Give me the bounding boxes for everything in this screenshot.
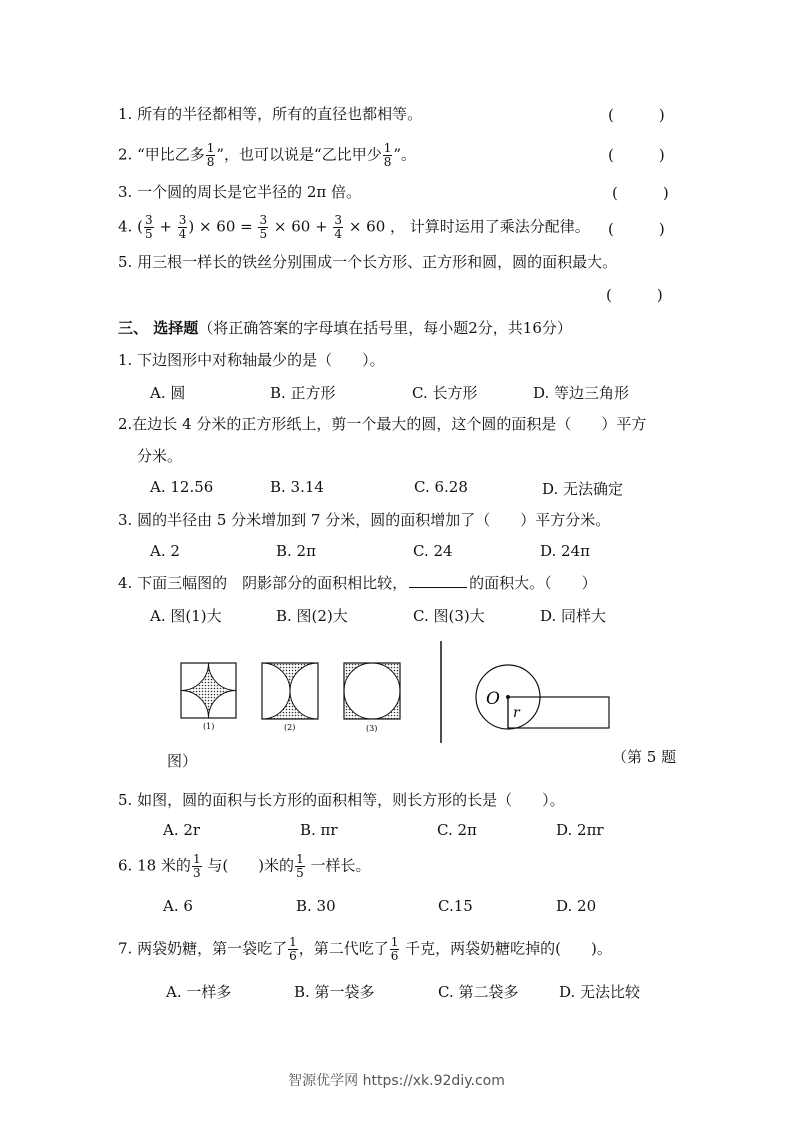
judge-q2-answer[interactable]: ( ) bbox=[608, 146, 665, 164]
figure-3 bbox=[344, 663, 400, 719]
choice-q1-option-b[interactable]: B. 正方形 bbox=[270, 384, 336, 402]
choice-q5-option-a[interactable]: A. 2r bbox=[163, 821, 201, 839]
figure-5-caption-cont: 图） bbox=[167, 752, 198, 770]
fraction: $\frac{1}{3}$ bbox=[192, 852, 201, 880]
choice-q3-option-c[interactable]: C. 24 bbox=[413, 542, 453, 560]
choice-q3-option-a[interactable]: A. 2 bbox=[150, 542, 180, 560]
figure-2-label: (2) bbox=[284, 723, 296, 732]
choice-q4-option-d[interactable]: D. 同样大 bbox=[540, 607, 607, 625]
choice-q7: 7. 两袋奶糖，第一袋吃了 $\frac{1}{6}$ ，第二代吃了 $\frac{1}{6}$ 千克，两袋奶糖吃掉的( )。 bbox=[118, 935, 612, 963]
choice-q7-option-b[interactable]: B. 第一袋多 bbox=[294, 983, 375, 1001]
choice-q2: 2.在边长 4 分米的正方形纸上，剪一个最大的圆，这个圆的面积是（ ）平方 bbox=[118, 415, 647, 433]
choice-q5-option-b[interactable]: B. πr bbox=[300, 821, 338, 839]
fraction: $\frac{1}{8}$ bbox=[383, 141, 392, 169]
fraction: $\frac{3}{5}$ bbox=[144, 213, 153, 241]
judge-q4-answer[interactable]: ( ) bbox=[608, 220, 665, 238]
choice-q5: 5. 如图，圆的面积与长方形的面积相等，则长方形的长是（ ）。 bbox=[118, 791, 565, 809]
choice-q4: 4. 下面三幅图的 阴影部分的面积相比较， 的面积大。（ ） bbox=[118, 574, 597, 592]
choice-q3-option-d[interactable]: D. 24π bbox=[540, 542, 590, 560]
choice-q6-option-b[interactable]: B. 30 bbox=[296, 897, 336, 915]
footer-watermark: 智源优学网 https://xk.92diy.com bbox=[288, 1073, 505, 1089]
choice-q7-option-a[interactable]: A. 一样多 bbox=[166, 983, 232, 1001]
judge-q3: 3. 一个圆的周长是它半径的 2π 倍。 bbox=[118, 183, 362, 201]
fraction: $\frac{1}{6}$ bbox=[390, 935, 399, 963]
section-heading: 三、 选择题（将正确答案的字母填在括号里，每小题2分，共16分） bbox=[118, 319, 572, 337]
figure-1-label: (1) bbox=[203, 722, 215, 731]
choice-q2-option-d[interactable]: D. 无法确定 bbox=[542, 480, 624, 498]
choice-q4-option-a[interactable]: A. 图(1)大 bbox=[150, 607, 222, 625]
choice-q3-option-b[interactable]: B. 2π bbox=[276, 542, 316, 560]
choice-q6-option-a[interactable]: A. 6 bbox=[163, 897, 193, 915]
choice-q1-option-a[interactable]: A. 圆 bbox=[150, 384, 186, 402]
fraction: $\frac{1}{8}$ bbox=[206, 141, 215, 169]
choice-q1: 1. 下边图形中对称轴最少的是（ ）。 bbox=[118, 351, 385, 369]
figure-3-label: (3) bbox=[366, 724, 378, 733]
judge-q1: 1. 所有的半径都相等，所有的直径也都相等。 bbox=[118, 105, 423, 123]
choice-q5-option-c[interactable]: C. 2π bbox=[437, 821, 477, 839]
radius-label: r bbox=[513, 705, 520, 721]
choice-q1-option-d[interactable]: D. 等边三角形 bbox=[533, 384, 630, 402]
judge-q5: 5. 用三根一样长的铁丝分别围成一个长方形、正方形和圆，圆的面积最大。 bbox=[118, 253, 618, 271]
choice-q4-option-c[interactable]: C. 图(3)大 bbox=[413, 607, 485, 625]
choice-q2-option-a[interactable]: A. 12.56 bbox=[150, 478, 214, 496]
judge-q4: 4. ( $\frac{3}{5}$ + $\frac{3}{4}$ ) × 60 = $\frac{3}{5}$ × 60 + $\frac{3}{4}$ × 60 ， 计算时运用了乘法分配律。 bbox=[118, 213, 590, 241]
figure-5-caption: （第 5 题 bbox=[612, 748, 677, 766]
circle-center-label: O bbox=[486, 689, 500, 709]
choice-q3: 3. 圆的半径由 5 分米增加到 7 分米，圆的面积增加了（ ）平方分米。 bbox=[118, 511, 611, 529]
choice-q6-option-c[interactable]: C.15 bbox=[438, 897, 473, 915]
choice-q7-option-d[interactable]: D. 无法比较 bbox=[559, 983, 641, 1001]
fraction: $\frac{1}{6}$ bbox=[289, 935, 297, 963]
choice-q5-option-d[interactable]: D. 2πr bbox=[556, 821, 604, 839]
choice-q1-option-c[interactable]: C. 长方形 bbox=[412, 384, 478, 402]
choice-q7-option-c[interactable]: C. 第二袋多 bbox=[438, 983, 519, 1001]
choice-q6-option-d[interactable]: D. 20 bbox=[556, 897, 597, 915]
fraction: $\frac{1}{5}$ bbox=[296, 852, 304, 880]
judge-q3-answer[interactable]: ( ) bbox=[612, 184, 669, 202]
fraction: $\frac{3}{4}$ bbox=[178, 213, 187, 241]
judge-q1-answer[interactable]: ( ) bbox=[608, 106, 665, 124]
judge-q5-answer[interactable]: ( ) bbox=[606, 286, 663, 304]
figure-2 bbox=[262, 663, 318, 719]
choice-q4-option-b[interactable]: B. 图(2)大 bbox=[276, 607, 348, 625]
choice-q2-option-c[interactable]: C. 6.28 bbox=[414, 478, 468, 496]
choice-q2-option-b[interactable]: B. 3.14 bbox=[270, 478, 324, 496]
judge-q2: 2. “甲比乙多 $\frac{1}{8}$ ”，也可以说是“乙比甲少 $\frac{1}{8}$ ”。 bbox=[118, 141, 417, 169]
choice-q6: 6. 18 米的 $\frac{1}{3}$ 与( )米的 $\frac{1}{5}$ 一样长。 bbox=[118, 852, 371, 880]
figure-1 bbox=[181, 663, 236, 718]
fraction: $\frac{3}{4}$ bbox=[334, 213, 343, 241]
fraction: $\frac{3}{5}$ bbox=[259, 213, 268, 241]
choice-q2-cont: 分米。 bbox=[137, 447, 183, 465]
